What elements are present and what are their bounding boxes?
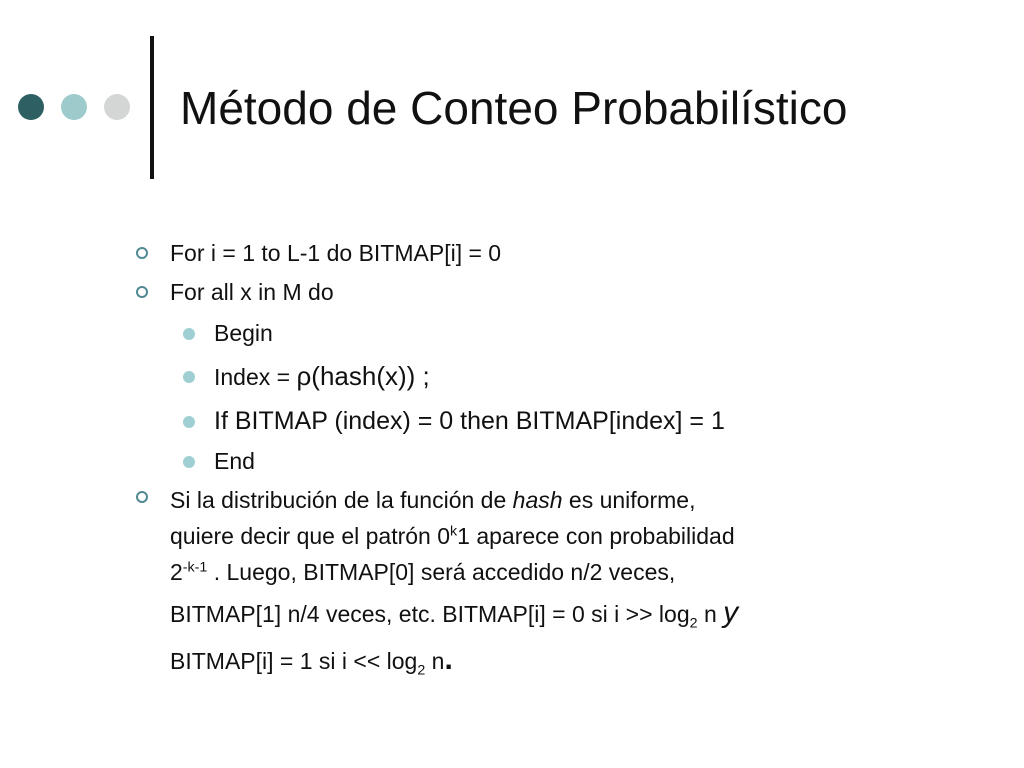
dot-bullet-icon [183,456,195,468]
ring-bullet-icon [136,491,148,503]
ring-bullet-icon [136,286,148,298]
paragraph-line: Si la distribución de la función de hash es uniforme, [170,487,696,513]
sub-bullet-item [133,402,903,440]
bullet-text: For i = 1 to L-1 do BITMAP[i] = 0 [170,240,502,266]
paragraph-line: quiere decir que el patrón 0$^k$1 aparece con probabilidad [170,523,735,549]
sub-bullet-item [133,317,903,350]
slide-title: Método de Conteo Probabilístico [180,82,848,134]
bullet-text: For all x in M do [170,279,334,305]
sub-bullet-item [133,357,903,396]
teal-dot-icon [61,94,87,120]
slide-body [133,238,903,684]
paragraph-line: BITMAP[i] = 1 si $i << \log_2 n$. [170,643,453,679]
ring-bullet-icon [136,247,148,259]
paragraph-line: $2^{-k-1}$ . Luego, BITMAP[0] será accedido n/2 veces, [170,559,676,585]
dot-bullet-icon [183,416,195,428]
sub-bullet-text: End [214,448,255,474]
title-divider [150,36,154,179]
paragraph-line: BITMAP[1] n/4 veces, etc. BITMAP[i] = 0 si $i >> \log_2 n$ y [170,596,739,632]
bullet-item [133,238,903,269]
dot-bullet-icon [183,371,195,383]
sub-bullet-text: Index = ρ(hash(x)) ; [214,361,430,391]
rho-symbol: ρ [296,361,312,391]
sub-bullet-text: Begin [214,320,273,346]
dark-teal-dot-icon [18,94,44,120]
bullet-item [133,482,903,684]
gray-dot-icon [104,94,130,120]
sub-bullet-item [133,446,903,477]
dot-bullet-icon [183,328,195,340]
bullet-item [133,277,903,308]
sub-bullet-text: If BITMAP (index) = 0 then BITMAP[index] = 1 [214,407,725,435]
